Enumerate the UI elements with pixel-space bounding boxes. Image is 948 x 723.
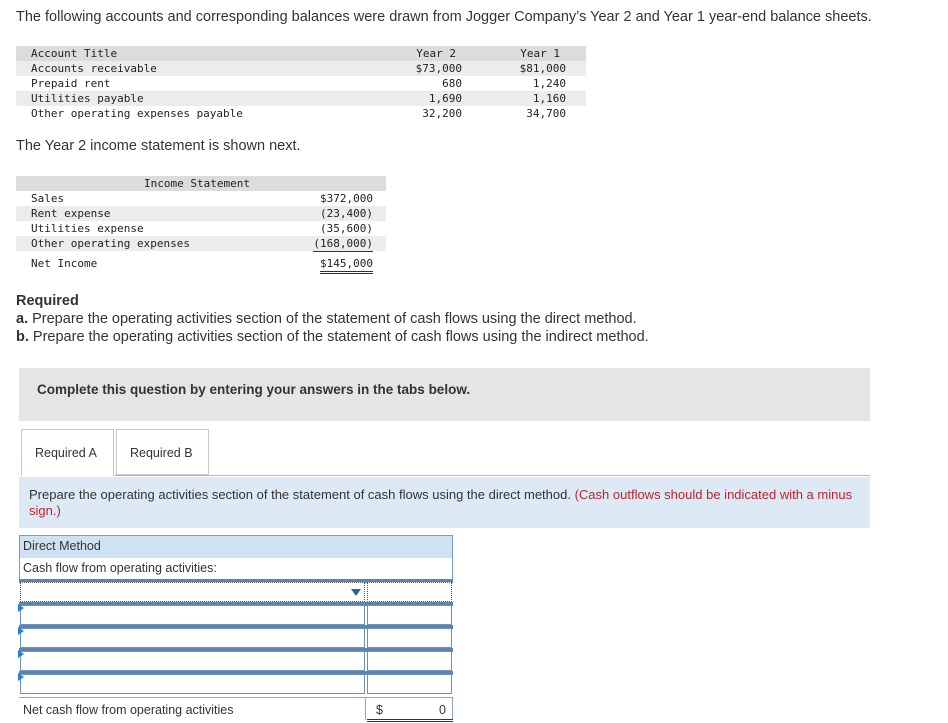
required-a-text: Prepare the operating activities section of the statement of cash flows using the direct method.	[28, 311, 637, 327]
required-a	[16, 310, 649, 328]
amount-input-2[interactable]	[367, 605, 452, 625]
net-income-value: $145,000	[320, 256, 373, 274]
net-income-row	[16, 256, 386, 274]
account-name: Prepaid rent	[31, 77, 111, 90]
instruction-note: (Cash outflows should be indicated with a minus sign.)	[29, 487, 853, 518]
table-row	[16, 206, 386, 221]
balance-table-header	[16, 46, 586, 61]
tab-required-a[interactable]	[21, 429, 114, 476]
tab-required-b[interactable]	[116, 429, 209, 475]
year-1-value: 34,700	[526, 107, 566, 120]
required-b-text: Prepare the operating activities section of the statement of cash flows using the indirect method.	[28, 329, 649, 345]
grid-header	[19, 535, 453, 559]
direct-method-grid	[19, 535, 453, 721]
amount-input-4[interactable]	[367, 651, 452, 671]
row-marker-icon	[18, 627, 24, 635]
grid-subheader-label: Cash flow from operating activities:	[23, 561, 217, 575]
income-statement-title: Income Statement	[144, 177, 250, 190]
line-item-value: (23,400)	[320, 207, 373, 220]
header-year-1: Year 1	[520, 47, 560, 60]
balance-table	[16, 46, 586, 121]
account-select-2[interactable]	[20, 605, 365, 625]
year-2-value: $73,000	[415, 62, 462, 75]
net-cash-flow-label: Net cash flow from operating activities	[23, 703, 234, 717]
year-2-value: 32,200	[422, 107, 462, 120]
column-divider	[452, 698, 453, 720]
table-row	[16, 91, 586, 106]
table-row	[16, 76, 586, 91]
grid-footer	[19, 697, 453, 722]
chevron-down-icon[interactable]	[347, 583, 364, 601]
currency-symbol: $	[376, 703, 383, 717]
tab-divider	[114, 475, 870, 476]
income-statement-table	[16, 176, 386, 274]
tab-label: Required B	[130, 446, 193, 460]
required-b-prefix: b.	[16, 329, 29, 345]
year-2-value: 1,690	[428, 92, 462, 105]
net-cash-flow-total: 0	[439, 703, 446, 717]
row-marker-icon	[18, 604, 24, 612]
table-row	[16, 236, 386, 251]
required-heading: Required	[16, 293, 79, 309]
tab-instruction	[19, 477, 870, 528]
account-select-4[interactable]	[20, 651, 365, 671]
line-item-value: $372,000	[320, 192, 373, 205]
table-row	[16, 221, 386, 236]
line-item-label: Sales	[31, 192, 65, 205]
account-select-5[interactable]	[20, 674, 365, 694]
instruction-banner	[19, 368, 870, 421]
account-name: Other operating expenses payable	[31, 107, 243, 120]
income-statement-header	[16, 176, 386, 191]
required-b	[16, 328, 649, 346]
account-name: Utilities payable	[31, 92, 144, 105]
tab-label: Required A	[35, 446, 97, 460]
line-item-label: Utilities expense	[31, 222, 144, 235]
net-income-label: Net Income	[31, 257, 98, 270]
row-marker-icon	[18, 650, 24, 658]
line-item-label: Other operating expenses	[31, 237, 190, 250]
line-item-value: (35,600)	[320, 222, 373, 235]
year-1-value: 1,240	[532, 77, 566, 90]
table-row	[16, 61, 586, 76]
header-account-title: Account Title	[31, 47, 118, 60]
amount-input-1[interactable]	[367, 582, 452, 602]
banner-text: Complete this question by entering your answers in the tabs below.	[37, 382, 471, 397]
year-1-value: $81,000	[519, 62, 566, 75]
column-divider	[365, 698, 366, 720]
amount-input-3[interactable]	[367, 628, 452, 648]
year-2-value: 680	[442, 77, 462, 90]
required-section	[16, 292, 649, 346]
account-select-3[interactable]	[20, 628, 365, 648]
table-row	[16, 106, 586, 121]
line-item-label: Rent expense	[31, 207, 111, 220]
income-intro: The Year 2 income statement is shown next.	[16, 138, 301, 154]
instruction-text: Prepare the operating activities section of the statement of cash flows using the direct method.	[29, 487, 571, 502]
required-a-prefix: a.	[16, 311, 29, 327]
line-item-value: (168,000)	[313, 237, 373, 250]
table-row	[16, 191, 386, 206]
total-double-underline	[367, 719, 453, 722]
grid-subheader	[19, 558, 453, 579]
row-marker-icon	[18, 673, 24, 681]
grid-header-label: Direct Method	[23, 539, 101, 553]
account-name: Accounts receivable	[31, 62, 157, 75]
account-select-1[interactable]	[20, 582, 365, 602]
intro-text: The following accounts and corresponding balances were drawn from Jogger Company’s Year 2 and Year 1 year-end balance sheets.	[16, 9, 872, 25]
year-1-value: 1,160	[532, 92, 566, 105]
header-year-2: Year 2	[416, 47, 456, 60]
amount-input-5[interactable]	[367, 674, 452, 694]
